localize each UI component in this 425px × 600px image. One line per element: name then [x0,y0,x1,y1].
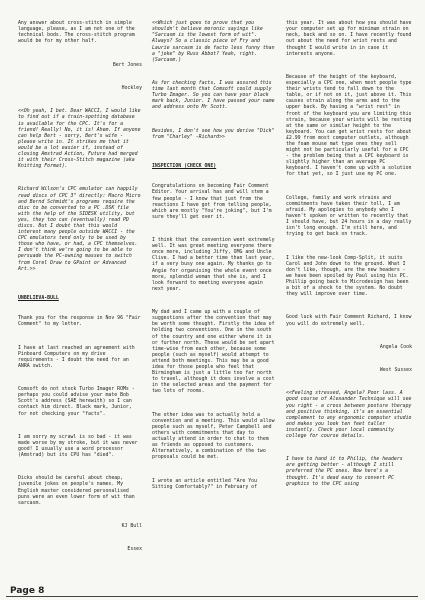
letter-signature-name: Angela Cook [379,343,412,350]
letter-paragraph: this year. It was about how you should have your computer set up for minimum strain on neck, back and so on. I have recently found out about the need for wrist rests and thought I would write in in case it interests anyone. [286,20,415,57]
letter-paragraph: I think that the convention went extremely well. It was great meeting everyone there once more, including Jiffy, OMG and Uncle Clive. I had a better time than last year, if a very busy one again. My thanks go to Angie for organising the whole event once more, splendid woman that she is, and I look forward to meeting everyone again next year. [152,237,278,292]
letter-paragraph: Any answer about cross-stitch in simple language, please, as I am not one of the technical bods. The cross-stitch program would be for my other half. [18,20,138,45]
column-left [18,8,142,570]
letter-paragraph: Comsoft do not stock Turbo Imager ROMs - perhaps you could advise your mate Bob Scott's address (SAE herewith) so I can contact him direct. Black mark, Junior, for not checking your "facts". [18,386,138,417]
letter-paragraph: Dicks should be careful about cheap, juvenile jokes on people's names. My English master considered personalised puns were an even lower form of wit than sarcasm. [18,475,138,506]
letter-signature-place: Essex [127,546,142,553]
letter-paragraph: I wrote an article entitled "Are You Sitting Comfortably?" in February of [152,477,260,490]
letter-paragraph: The other idea was to actually hold a convention and a meeting. This would allow people such as myself, Peter Campbell and others with commitments that day to actually attend in order to chat to them as friends as opposed to customers. Alternatively, a combination of the two proposals could be met. [152,411,278,461]
letter-paragraph: Because of the height of the keyboard, especially a CPC one, when most people type their wrists tend to fall down to the table, or if not on it, just above it. This causes strain along the arms and to the upper back. By having a "wrist rest" in front of the keyboard you are limiting this strain, because your wrists will be resting at the same or similar height to the keyboard. You can get wrist rests for about £2.99 from most computer outlets, although the foam mouse mat type ones they sell might not be particularly useful for a CPC - the problem being that a CPC keyboard is slightly higher than an average PC keyboard. I haven't come up with a solution for that yet, so I just use my PC one. [286,73,415,178]
letter-signature-place: West Sussex [379,367,412,374]
editor-reply-continued: As for checking facts, I was assured this time last month that Comsoft could supply Turbo Imager. So you can have your black mark back, Junior. I have passed your name and address onto Mr Scott. [152,80,278,111]
letter-heading: INSPECTION (CHECK ONE) [152,163,217,170]
column-right [286,8,415,504]
letter-paragraph: Congratulations on becoming Fair Comment Editor. Your arrival has and will stem a few people - I know that just from the reactions I have got from telling people, which are mostly "You're joking", but I'm sure they'll get over it. [152,183,275,220]
letter-paragraph: College, family and work strains and commitments have taken their toll, I am afraid. My apologies to anybody who I haven't spoken or written to recently that I should have, but 24 hours in a day really isn't long enough. I'm still here, and trying to get back on track. [286,194,415,238]
letter-paragraph: I am sorry my scrawl is so bad - it was made worse by my stroke, but it was never good! I usually use a word processor (Amstrad) but its CPU has "died". [18,433,141,459]
footer-rule [6,596,418,597]
editor-reply-continued: Richard Wilson's CPC emulator can happily read discs of CPC 3" directly: Macro Micro and Bernd Schmidt's programs require the disc to be converted to a PC .DSK file with the help of the SIDESK utility, but yes, they too can (eventually) read PD discs. But I doubt that this would interest many people outside WACCI - the CPC emulators tend only to be used by those who have, or had, a CPC themselves. I don't think we're going to be able to persuade the PC-owning masses to switch from Corel Draw to GPaint or Advanced Art.>> [18,186,144,272]
letter-paragraph: Thank you for the response in Nov 96 "Fair Comment" to my letter. [18,315,144,328]
letter-paragraph: I have at last reached an agreement with Pinboard Computers on my drive requirements - I doubt the need for an ANRA switch. [18,344,138,369]
editor-reply: <<Which just goes to prove that you shouldn't believe moronic sayings like "Sarcasm is the lowest form of wit". Always? So a classic piece of Fry and Laurie sarcasm is de facto less funny than a "joke" by Russ Abbot? Yeah, right. (Sarcasm.) [152,20,278,63]
letter-signature-name: Bert Jones [112,61,142,68]
letter-signature-place: Hockley [121,85,142,92]
letter-paragraph: Good luck with Fair Comment Richard, I know you will do extremely well. [286,314,415,327]
editor-reply: <<Feeling stressed, Angela? Poor lass. A good course of Alexander Technique will see you right - a cross between posture therapy and positive thinking, it's an essential complement to any ergonomic computer studio and makes you look ten feet taller instantly. Check your local community college for course details. [286,390,415,439]
letter-paragraph: I like the new-look Comp-Split, it suits Carol and John down to the ground. What I don't like, though, are the new headers - we have been spoiled by Paul using his PC. Phillip going back to Microdesign has been a bit of a shock to the system. No doubt they will improve over time. [286,254,412,298]
page-number: Page 8 [10,586,45,596]
editor-reply-continued: Besides, I don't see how you derive "Dick" from "Charley" -Richard>> [152,127,278,140]
editor-reply-continued: I have to hand it to Philip, the headers are getting better - although I still preferred the PC ones. Now here's a thought. It's dead easy to convert PC graphics to the CPC using [286,456,406,487]
column-middle [152,8,276,507]
letter-paragraph: My dad and I came up with a couple of suggestions after the convention that may be worth some thought. Firstly the idea of holding two conventions. One in the south of the country and one either where it is or further north. These would be set apart time-wise from each other, because some people (such as myself) would attempt to attend both meetings. This may be a good idea for those people who feel that Birmingham is just a little too far north to travel, although it does involve a cost in the selected areas and the payment for two lots of rooms. [152,309,278,395]
letter-heading: UNBELIEVA-BULL [18,294,59,301]
letter-signature-name: KJ Bull [121,523,142,530]
editor-reply: <<Oh yeah, I bet. Dear WACCI, I would like to find out if a train-spotting database is available for the CPC. It's for a friend! Really! No, it is! Ahem. If anyone can help Bert - sorry, Bert's wife - please write in. It strikes me that it would be a lot easier if, instead of closing Amstrad Action, Future had merged it with their Cross-Stitch magazine (aka Knitting Format). [18,108,144,170]
